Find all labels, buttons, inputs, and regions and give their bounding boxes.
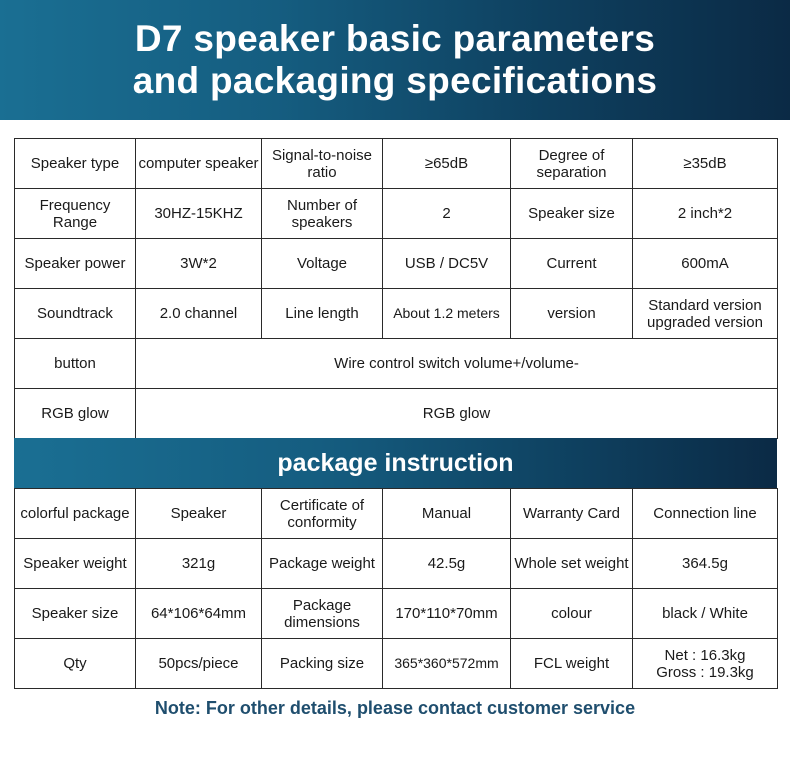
table-row [15, 489, 778, 539]
header-banner [0, 0, 790, 120]
param-value: Wire control switch volume+/volume- [136, 339, 778, 389]
param-value: Standard version upgraded version [633, 289, 778, 339]
param-value: About 1.2 meters [383, 289, 511, 339]
table-row [15, 239, 778, 289]
package-value: 364.5g [633, 539, 778, 589]
fcl-net-weight: Net : 16.3kg [664, 646, 746, 664]
package-cell: Warranty Card [511, 489, 633, 539]
package-value: black / White [633, 589, 778, 639]
package-value: 50pcs/piece [136, 639, 262, 689]
param-value: 2 inch*2 [633, 189, 778, 239]
param-label: Speaker size [511, 189, 633, 239]
package-cell: Connection line [633, 489, 778, 539]
package-label: Speaker size [15, 589, 136, 639]
table-row [15, 389, 778, 439]
package-label: Qty [15, 639, 136, 689]
fcl-gross-weight: Gross : 19.3kg [656, 663, 754, 681]
param-label: version [511, 289, 633, 339]
param-value: ≥65dB [383, 139, 511, 189]
param-label: Voltage [262, 239, 383, 289]
package-label: Package weight [262, 539, 383, 589]
table-row [15, 589, 778, 639]
basic-parameters-table [14, 138, 778, 439]
param-label: Degree of separation [511, 139, 633, 189]
param-value: USB / DC5V [383, 239, 511, 289]
package-label: Whole set weight [511, 539, 633, 589]
param-label: Speaker type [15, 139, 136, 189]
package-section-header [14, 438, 777, 488]
param-label: RGB glow [15, 389, 136, 439]
fcl-weight-value [633, 639, 778, 689]
table-row [15, 639, 778, 689]
param-value: RGB glow [136, 389, 778, 439]
param-value: 600mA [633, 239, 778, 289]
footer-note: Note: For other details, please contact customer service [154, 698, 636, 718]
param-label: Signal-to-noise ratio [262, 139, 383, 189]
table-row [15, 139, 778, 189]
package-cell: colorful package [15, 489, 136, 539]
package-cell: Manual [383, 489, 511, 539]
page-title-line2: and packaging specifications [132, 60, 658, 101]
package-cell: Certificate of conformity [262, 489, 383, 539]
package-label: Speaker weight [15, 539, 136, 589]
param-value: 3W*2 [136, 239, 262, 289]
param-value: ≥35dB [633, 139, 778, 189]
param-value: computer speaker [136, 139, 262, 189]
table-row [15, 339, 778, 389]
table-row [15, 289, 778, 339]
package-value: 64*106*64mm [136, 589, 262, 639]
param-label: Frequency Range [15, 189, 136, 239]
table-row [15, 189, 778, 239]
section-title: package instruction [277, 448, 514, 477]
package-label: Package dimensions [262, 589, 383, 639]
package-cell: Speaker [136, 489, 262, 539]
param-value: 30HZ-15KHZ [136, 189, 262, 239]
param-label: Line length [262, 289, 383, 339]
package-value: 365*360*572mm [383, 639, 511, 689]
param-value: 2 [383, 189, 511, 239]
param-label: button [15, 339, 136, 389]
param-label: Number of speakers [262, 189, 383, 239]
package-label: FCL weight [511, 639, 633, 689]
table-row [15, 539, 778, 589]
param-label: Soundtrack [15, 289, 136, 339]
package-table [14, 488, 778, 689]
param-label: Current [511, 239, 633, 289]
package-label: colour [511, 589, 633, 639]
package-value: 321g [136, 539, 262, 589]
package-value: 170*110*70mm [383, 589, 511, 639]
package-value: 42.5g [383, 539, 511, 589]
page-title-line1: D7 speaker basic parameters [134, 18, 656, 59]
param-value: 2.0 channel [136, 289, 262, 339]
package-label: Packing size [262, 639, 383, 689]
param-label: Speaker power [15, 239, 136, 289]
